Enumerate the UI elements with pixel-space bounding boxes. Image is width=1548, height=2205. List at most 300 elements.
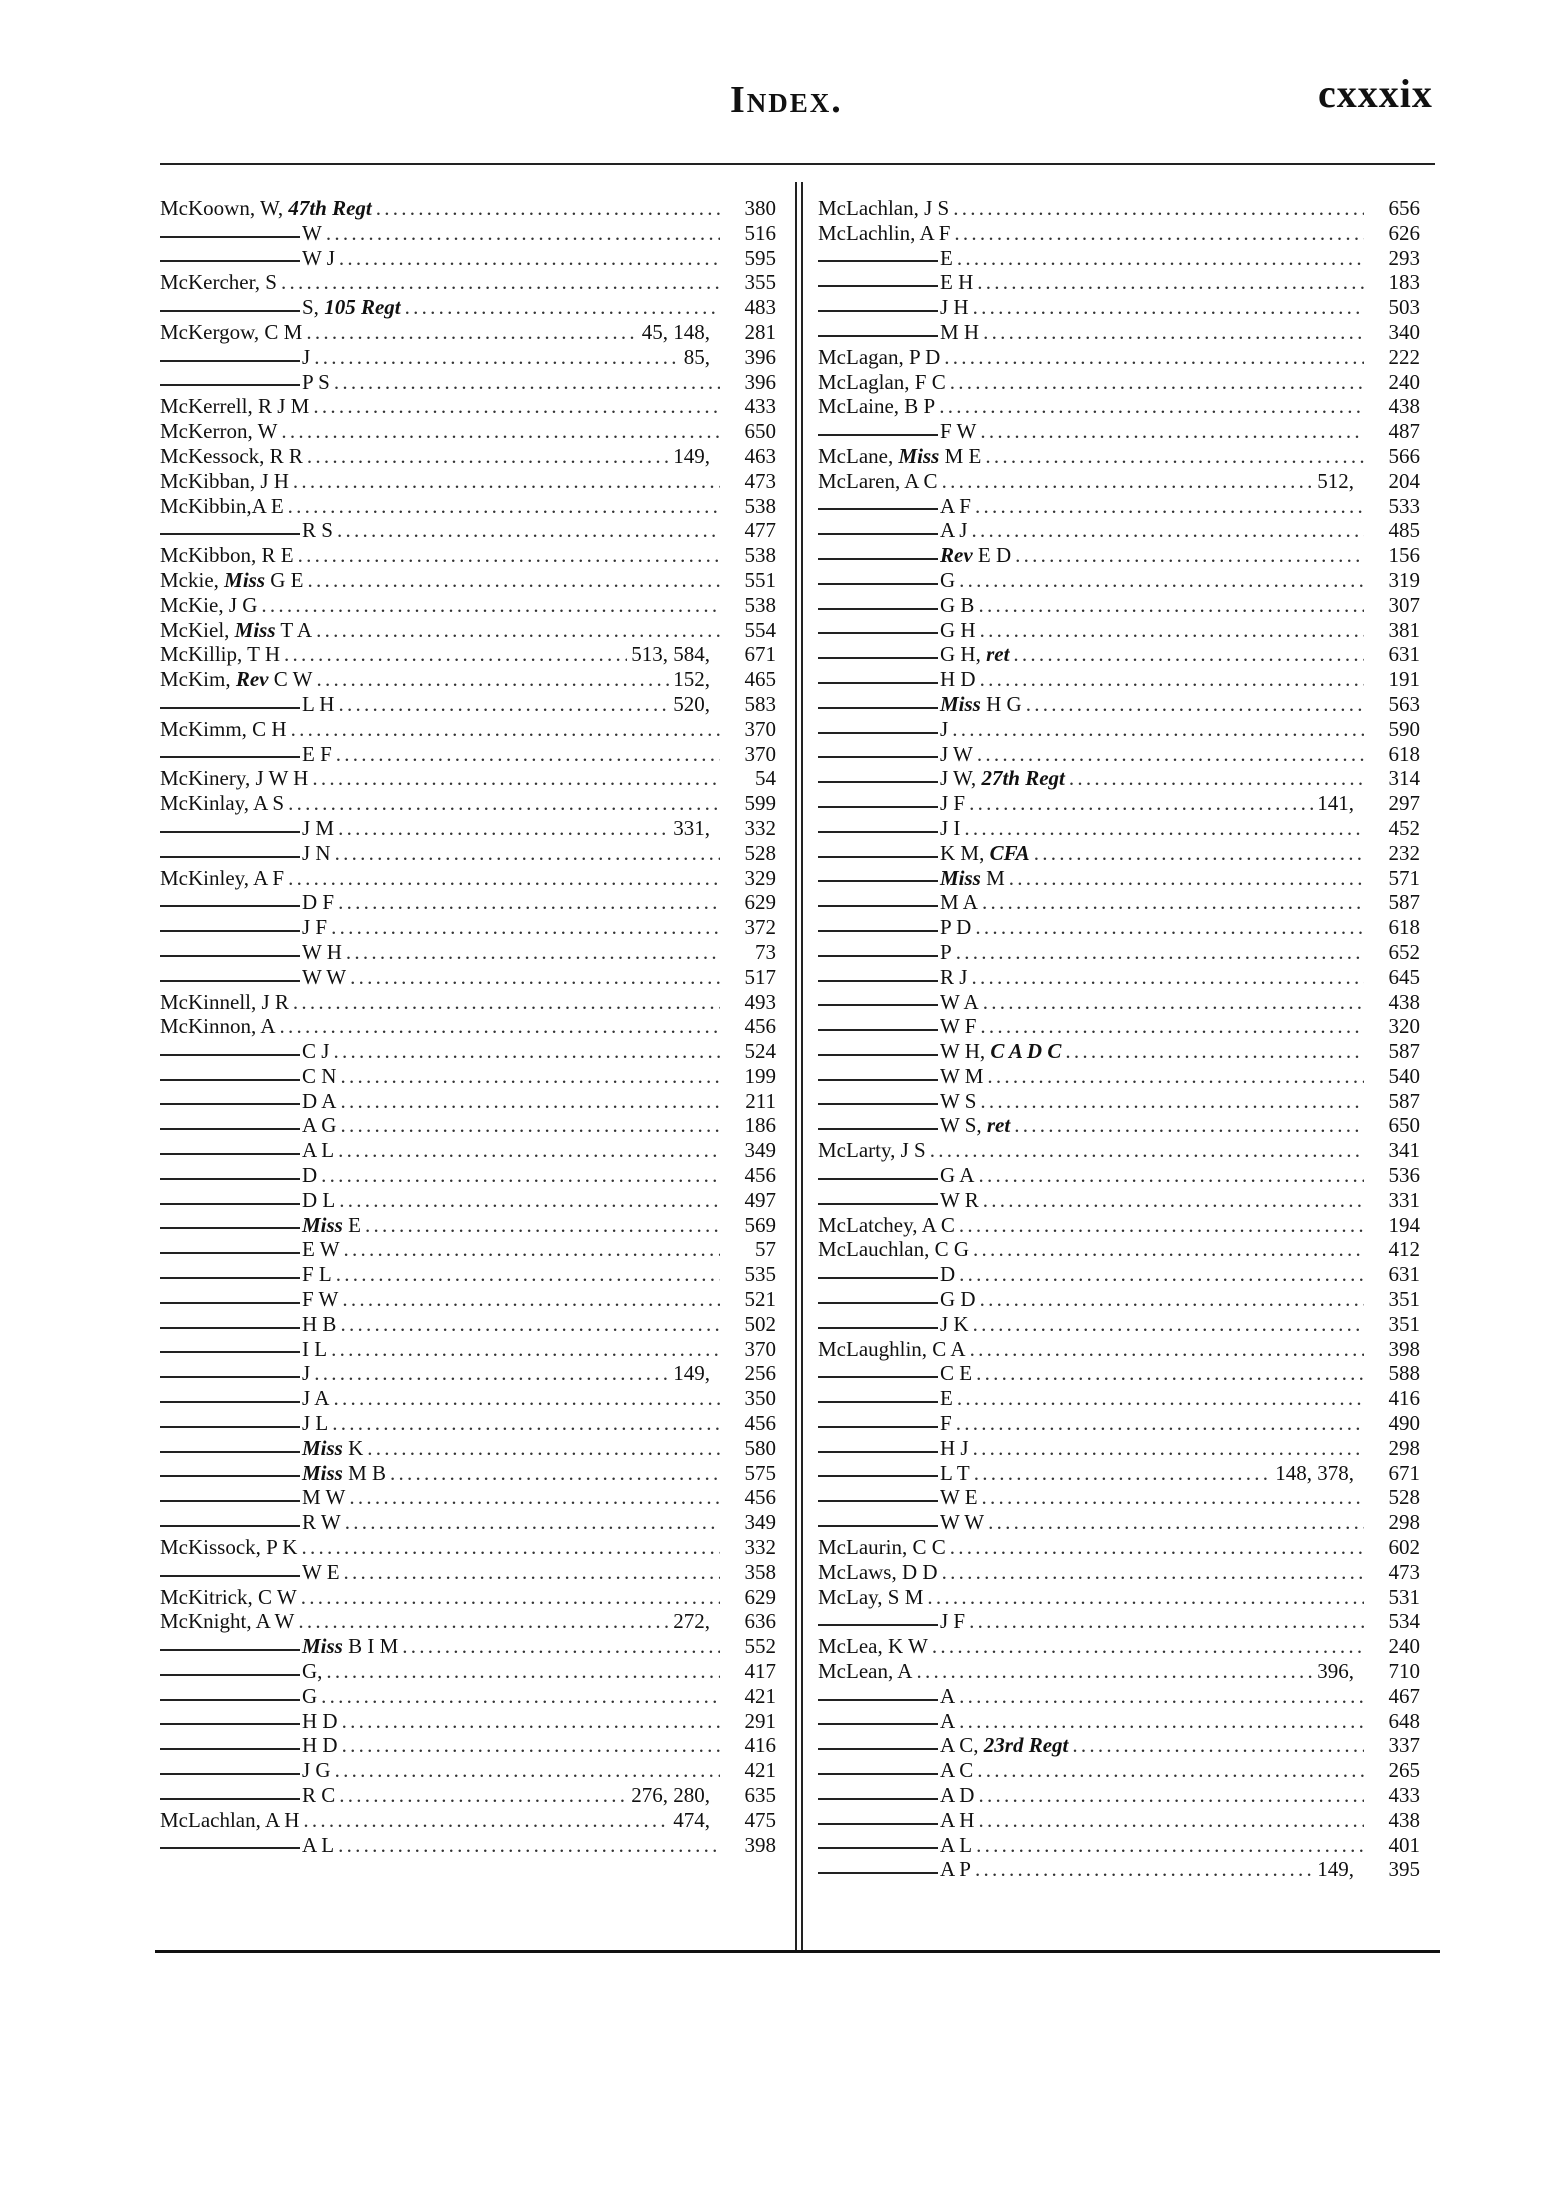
entry-name-rest: T A bbox=[275, 617, 313, 642]
dot-leader bbox=[973, 1237, 1364, 1262]
index-entry bbox=[818, 1709, 1420, 1734]
page-reference: 57 bbox=[755, 1237, 776, 1262]
entry-qualifier: Miss bbox=[940, 865, 981, 890]
index-entry bbox=[160, 494, 776, 519]
dot-leader bbox=[944, 345, 1364, 370]
dot-leader bbox=[977, 742, 1364, 767]
entry-name-text: J bbox=[302, 344, 311, 369]
entry-name-text: H D bbox=[302, 1733, 338, 1758]
bottom-rule bbox=[155, 1950, 1440, 1953]
entry-name-text: W S bbox=[940, 1088, 977, 1113]
entry-name-rest: M bbox=[980, 865, 1005, 890]
dot-leader bbox=[336, 742, 720, 767]
entry-name-text: F bbox=[940, 1411, 952, 1436]
index-entry bbox=[160, 518, 776, 543]
continuation-dash bbox=[818, 831, 938, 833]
entry-name-text: McLean, A bbox=[818, 1659, 913, 1684]
dot-leader bbox=[301, 1585, 720, 1610]
page-reference: 671 bbox=[744, 642, 776, 667]
page-reference: 502 bbox=[744, 1311, 776, 1336]
entry-name bbox=[940, 320, 979, 345]
entry-name bbox=[302, 1089, 336, 1114]
page-reference: 629 bbox=[744, 1584, 776, 1609]
continuation-dash bbox=[818, 880, 938, 882]
index-entry bbox=[818, 221, 1420, 246]
index-entry bbox=[160, 1684, 776, 1709]
page-reference: 349 bbox=[744, 1510, 776, 1535]
index-entry bbox=[160, 940, 776, 965]
index-entry bbox=[818, 1461, 1420, 1486]
page-reference: 240 bbox=[1388, 1634, 1420, 1659]
dot-leader bbox=[288, 791, 720, 816]
entry-name-text: R J bbox=[940, 964, 968, 989]
page-reference: 538 bbox=[744, 592, 776, 617]
index-entry bbox=[818, 1213, 1420, 1238]
index-entry bbox=[160, 1585, 776, 1610]
entry-name-text: G A bbox=[940, 1163, 975, 1188]
page-reference: 602 bbox=[1388, 1535, 1420, 1560]
dot-leader bbox=[339, 1783, 627, 1808]
dot-leader bbox=[969, 1609, 1364, 1634]
entry-name bbox=[940, 494, 971, 519]
entry-name bbox=[940, 1287, 976, 1312]
continuation-dash bbox=[160, 1773, 300, 1775]
entry-qualifier: Rev bbox=[235, 667, 269, 692]
entry-name bbox=[940, 568, 955, 593]
page-reference: 396 bbox=[744, 369, 776, 394]
index-entry bbox=[160, 1386, 776, 1411]
continuation-dash bbox=[818, 1500, 938, 1502]
continuation-dash bbox=[160, 856, 300, 858]
entry-name bbox=[940, 1461, 970, 1486]
index-entry bbox=[160, 1113, 776, 1138]
continuation-dash bbox=[160, 980, 300, 982]
page-reference: 571 bbox=[1388, 865, 1420, 890]
entry-name bbox=[940, 1510, 984, 1535]
page-reference: 54 bbox=[755, 766, 776, 791]
dot-leader bbox=[1013, 642, 1364, 667]
index-entry bbox=[818, 1089, 1420, 1114]
dot-leader bbox=[344, 1237, 720, 1262]
page-reference: 536 bbox=[1388, 1163, 1420, 1188]
continuation-dash bbox=[818, 1277, 938, 1279]
page-reference: 540 bbox=[1388, 1063, 1420, 1088]
page-reference: 412 bbox=[1388, 1237, 1420, 1262]
page-reference: 629 bbox=[744, 890, 776, 915]
dot-leader bbox=[307, 444, 669, 469]
dot-leader bbox=[970, 1337, 1364, 1362]
page-reference: 433 bbox=[744, 394, 776, 419]
page-reference: 417 bbox=[744, 1659, 776, 1684]
entry-name bbox=[940, 1089, 976, 1114]
continuation-dash bbox=[160, 1153, 300, 1155]
continuation-dash bbox=[160, 1426, 300, 1428]
entry-name-text: S, bbox=[302, 295, 325, 320]
extra-pages: 276, 280, bbox=[631, 1783, 710, 1807]
entry-name bbox=[818, 469, 938, 494]
page-reference: 298 bbox=[1388, 1435, 1420, 1460]
entry-name-text: W E bbox=[940, 1485, 978, 1510]
dot-leader bbox=[969, 791, 1313, 816]
page-reference: 517 bbox=[744, 964, 776, 989]
entry-name bbox=[302, 965, 346, 990]
entry-qualifier: Rev bbox=[940, 543, 973, 568]
extra-pages: 45, 148, bbox=[641, 319, 710, 344]
continuation-dash bbox=[160, 1227, 300, 1229]
index-entry bbox=[160, 469, 776, 494]
continuation-dash bbox=[160, 1500, 300, 1502]
continuation-dash bbox=[818, 1178, 938, 1180]
continuation-dash bbox=[160, 1723, 300, 1725]
entry-name bbox=[940, 246, 953, 271]
entry-name-text: McLagan, P D bbox=[818, 344, 941, 369]
page-reference: 463 bbox=[744, 443, 776, 468]
dot-leader bbox=[959, 1262, 1364, 1287]
continuation-dash bbox=[160, 756, 300, 758]
continuation-dash bbox=[160, 1103, 300, 1105]
dot-leader bbox=[340, 1312, 720, 1337]
index-entry bbox=[818, 1585, 1420, 1610]
entry-name-text: McLatchey, A C bbox=[818, 1212, 955, 1237]
entry-name bbox=[302, 518, 333, 543]
continuation-dash bbox=[818, 657, 938, 659]
entry-name bbox=[940, 270, 973, 295]
entry-name-text: W F bbox=[940, 1014, 977, 1039]
entry-name-text: D L bbox=[302, 1187, 336, 1212]
entry-name-text: McLauchlan, C G bbox=[818, 1237, 970, 1262]
page-reference: 222 bbox=[1388, 344, 1420, 369]
continuation-dash bbox=[818, 1203, 938, 1205]
page-reference: 618 bbox=[1388, 915, 1420, 940]
index-entry bbox=[160, 345, 776, 370]
index-entry bbox=[160, 742, 776, 767]
entry-name-text: W W bbox=[302, 964, 347, 989]
page-reference: 332 bbox=[744, 815, 776, 840]
entry-name bbox=[940, 419, 976, 444]
entry-name bbox=[940, 1833, 972, 1858]
dot-leader bbox=[298, 1609, 669, 1634]
index-entry bbox=[818, 1361, 1420, 1386]
entry-name-text: D A bbox=[302, 1088, 337, 1113]
entry-name-text: McLaren, A C bbox=[818, 468, 938, 493]
continuation-dash bbox=[818, 1773, 938, 1775]
index-entry bbox=[818, 1684, 1420, 1709]
page-reference: 626 bbox=[1388, 220, 1420, 245]
entry-name bbox=[302, 1337, 327, 1362]
entry-name bbox=[818, 1337, 966, 1362]
entry-name-text: McKissock, P K bbox=[160, 1535, 298, 1560]
dot-leader bbox=[957, 1386, 1364, 1411]
entry-name bbox=[940, 1113, 1010, 1138]
entry-name-text: McKerron, W bbox=[160, 419, 278, 444]
page-reference: 554 bbox=[744, 617, 776, 642]
dot-leader bbox=[978, 593, 1364, 618]
page-reference: 524 bbox=[744, 1039, 776, 1064]
continuation-dash bbox=[818, 1723, 938, 1725]
page-reference: 416 bbox=[1388, 1386, 1420, 1411]
continuation-dash bbox=[818, 1798, 938, 1800]
continuation-dash bbox=[818, 434, 938, 436]
index-entry bbox=[160, 618, 776, 643]
entry-name-text: McKinnon, A bbox=[160, 1014, 276, 1039]
page-reference: 240 bbox=[1388, 369, 1420, 394]
page-reference: 538 bbox=[744, 543, 776, 568]
page-reference: 569 bbox=[744, 1212, 776, 1237]
entry-name bbox=[940, 1783, 974, 1808]
page-reference: 467 bbox=[1388, 1683, 1420, 1708]
index-entry bbox=[160, 1659, 776, 1684]
dot-leader bbox=[288, 494, 720, 519]
entry-qualifier: 27th Regt bbox=[981, 766, 1065, 791]
entry-name-text: W H bbox=[302, 939, 342, 964]
entry-qualifier: Miss bbox=[940, 691, 981, 716]
index-entry bbox=[818, 742, 1420, 767]
dot-leader bbox=[980, 1089, 1364, 1114]
entry-name-text: A C bbox=[940, 1758, 974, 1783]
entry-name bbox=[940, 1808, 974, 1833]
dot-leader bbox=[340, 1064, 720, 1089]
index-entry bbox=[818, 593, 1420, 618]
index-entry bbox=[160, 444, 776, 469]
entry-name-text: F W bbox=[302, 1287, 339, 1312]
dot-leader bbox=[342, 1709, 720, 1734]
continuation-dash bbox=[818, 781, 938, 783]
page-reference: 587 bbox=[1388, 890, 1420, 915]
index-column-right bbox=[818, 196, 1420, 1882]
entry-name bbox=[818, 221, 950, 246]
index-entry bbox=[160, 370, 776, 395]
index-entry bbox=[818, 196, 1420, 221]
page-reference: 635 bbox=[744, 1783, 776, 1807]
dot-leader bbox=[1014, 1113, 1364, 1138]
entry-name-text: W M bbox=[940, 1063, 984, 1088]
entry-name-text: McKerrell, R J M bbox=[160, 394, 310, 419]
page-reference: 618 bbox=[1388, 741, 1420, 766]
dot-leader bbox=[314, 1361, 669, 1386]
extra-pages: 149, bbox=[673, 1361, 710, 1386]
index-entry bbox=[818, 618, 1420, 643]
entry-name-rest: E D bbox=[972, 543, 1012, 568]
dot-leader bbox=[326, 221, 720, 246]
entry-name bbox=[160, 990, 289, 1015]
dot-leader bbox=[983, 990, 1364, 1015]
page-reference: 528 bbox=[1388, 1485, 1420, 1510]
page-reference: 551 bbox=[744, 567, 776, 592]
page-reference: 350 bbox=[744, 1386, 776, 1411]
page-reference: 575 bbox=[744, 1460, 776, 1485]
page-reference: 186 bbox=[744, 1113, 776, 1138]
page-reference: 351 bbox=[1388, 1287, 1420, 1312]
entry-name-text: McLea, K W bbox=[818, 1634, 928, 1659]
index-entry bbox=[160, 1411, 776, 1436]
index-entry bbox=[160, 221, 776, 246]
dot-leader bbox=[978, 1783, 1364, 1808]
page-reference: 710 bbox=[1388, 1659, 1420, 1684]
entry-name bbox=[302, 1436, 363, 1461]
index-entry bbox=[160, 593, 776, 618]
entry-name bbox=[160, 469, 289, 494]
index-entry bbox=[160, 1783, 776, 1808]
continuation-dash bbox=[818, 1699, 938, 1701]
page-reference: 421 bbox=[744, 1683, 776, 1708]
entry-name-text: McLaine, B P bbox=[818, 394, 936, 419]
page-reference: 381 bbox=[1388, 617, 1420, 642]
page-reference: 552 bbox=[744, 1634, 776, 1659]
page-reference: 398 bbox=[744, 1832, 776, 1857]
entry-name-text: J N bbox=[302, 840, 331, 865]
entry-name bbox=[940, 1609, 965, 1634]
index-entry bbox=[160, 1361, 776, 1386]
page-reference: 580 bbox=[744, 1435, 776, 1460]
dot-leader bbox=[976, 1361, 1364, 1386]
entry-name bbox=[160, 568, 304, 593]
index-entry bbox=[160, 1733, 776, 1758]
dot-leader bbox=[337, 518, 720, 543]
entry-name-text: J A bbox=[302, 1386, 330, 1411]
continuation-dash bbox=[818, 1525, 938, 1527]
continuation-dash bbox=[818, 1426, 938, 1428]
entry-name bbox=[818, 370, 946, 395]
entry-name bbox=[160, 320, 302, 345]
dot-leader bbox=[336, 1262, 720, 1287]
continuation-dash bbox=[160, 1451, 300, 1453]
index-entry bbox=[818, 543, 1420, 568]
entry-name bbox=[940, 1188, 979, 1213]
dot-leader bbox=[980, 667, 1364, 692]
dot-leader bbox=[326, 1659, 720, 1684]
entry-name-text: C N bbox=[302, 1063, 337, 1088]
entry-name-text: McKergow, C M bbox=[160, 319, 303, 344]
page-reference: 650 bbox=[1388, 1113, 1420, 1138]
entry-name bbox=[940, 816, 960, 841]
index-entry bbox=[818, 568, 1420, 593]
dot-leader bbox=[342, 1287, 720, 1312]
page-title: Index. bbox=[730, 79, 843, 121]
entry-name bbox=[160, 543, 294, 568]
entry-name-text: L H bbox=[302, 691, 335, 716]
entry-name-text: D bbox=[302, 1163, 318, 1188]
entry-name-text: K M, bbox=[940, 840, 990, 865]
page-reference: 332 bbox=[744, 1535, 776, 1560]
entry-name bbox=[160, 394, 309, 419]
page-reference: 490 bbox=[1388, 1411, 1420, 1436]
index-entry bbox=[818, 469, 1420, 494]
entry-name-rest: B I M bbox=[342, 1634, 399, 1659]
dot-leader bbox=[339, 246, 720, 271]
dot-leader bbox=[281, 419, 720, 444]
page-reference: 652 bbox=[1388, 939, 1420, 964]
extra-pages: 149, bbox=[1317, 1857, 1354, 1882]
entry-name bbox=[302, 1138, 334, 1163]
index-entry bbox=[160, 642, 776, 667]
entry-name-text: E W bbox=[302, 1237, 340, 1262]
page-reference: 456 bbox=[744, 1411, 776, 1436]
continuation-dash bbox=[160, 1699, 300, 1701]
entry-name-text: E H bbox=[940, 270, 974, 295]
index-entry bbox=[818, 990, 1420, 1015]
entry-name-text: A D bbox=[940, 1783, 975, 1807]
entry-name bbox=[302, 841, 331, 866]
entry-name-text: M A bbox=[940, 890, 978, 915]
dot-leader bbox=[980, 1287, 1364, 1312]
entry-name-text: J F bbox=[940, 791, 966, 816]
dot-leader bbox=[978, 1808, 1364, 1833]
dot-leader bbox=[975, 1857, 1313, 1882]
continuation-dash bbox=[818, 1302, 938, 1304]
continuation-dash bbox=[818, 508, 938, 510]
entry-name bbox=[302, 1684, 317, 1709]
page-reference: 191 bbox=[1388, 667, 1420, 692]
entry-name bbox=[818, 394, 935, 419]
page-reference: 194 bbox=[1388, 1212, 1420, 1237]
continuation-dash bbox=[818, 682, 938, 684]
index-entry bbox=[818, 1833, 1420, 1858]
dot-leader bbox=[301, 1535, 720, 1560]
continuation-dash bbox=[160, 1798, 300, 1800]
index-entry bbox=[818, 494, 1420, 519]
index-entry bbox=[818, 1634, 1420, 1659]
entry-name-text: W S, bbox=[940, 1113, 987, 1138]
entry-name bbox=[302, 1833, 334, 1858]
entry-name-text: W R bbox=[940, 1187, 979, 1212]
continuation-dash bbox=[160, 1054, 300, 1056]
entry-name-text: P D bbox=[940, 915, 972, 940]
entry-name-text: McLaughlin, C A bbox=[818, 1336, 966, 1361]
page-header bbox=[0, 70, 1548, 140]
dot-leader bbox=[293, 990, 720, 1015]
dot-leader bbox=[339, 1188, 720, 1213]
entry-name-text: J M bbox=[302, 815, 335, 840]
entry-name-text: McKnight, A W bbox=[160, 1609, 295, 1634]
entry-name-text: W E bbox=[302, 1559, 340, 1584]
index-entry bbox=[160, 1510, 776, 1535]
index-entry bbox=[818, 692, 1420, 717]
dot-leader bbox=[313, 394, 720, 419]
entry-name bbox=[160, 642, 280, 667]
index-entry bbox=[160, 320, 776, 345]
dot-leader bbox=[1009, 866, 1364, 891]
dot-leader bbox=[314, 345, 680, 370]
index-entry bbox=[818, 419, 1420, 444]
entry-qualifier: 105 Regt bbox=[324, 295, 401, 320]
page-reference: 370 bbox=[744, 1336, 776, 1361]
entry-name bbox=[818, 1237, 969, 1262]
continuation-dash bbox=[818, 1748, 938, 1750]
page-reference: 398 bbox=[1388, 1336, 1420, 1361]
entry-name bbox=[818, 1138, 926, 1163]
entry-name bbox=[818, 1659, 912, 1684]
page-reference: 650 bbox=[744, 419, 776, 444]
entry-name-text: M H bbox=[940, 319, 980, 344]
index-entry bbox=[818, 642, 1420, 667]
page-reference: 438 bbox=[1388, 1807, 1420, 1832]
entry-name bbox=[940, 1857, 971, 1882]
index-entry bbox=[160, 667, 776, 692]
dot-leader bbox=[956, 940, 1364, 965]
continuation-dash bbox=[818, 1847, 938, 1849]
entry-name-text: A H bbox=[940, 1807, 975, 1832]
page-reference: 340 bbox=[1388, 319, 1420, 344]
entry-name-text: McLane, bbox=[818, 443, 899, 468]
continuation-dash bbox=[160, 1376, 300, 1378]
dot-leader bbox=[331, 1337, 720, 1362]
continuation-dash bbox=[160, 1525, 300, 1527]
index-entry bbox=[818, 940, 1420, 965]
index-entry bbox=[160, 766, 776, 791]
continuation-dash bbox=[160, 260, 300, 262]
entry-name-text: I L bbox=[302, 1336, 328, 1361]
index-entry bbox=[818, 1485, 1420, 1510]
